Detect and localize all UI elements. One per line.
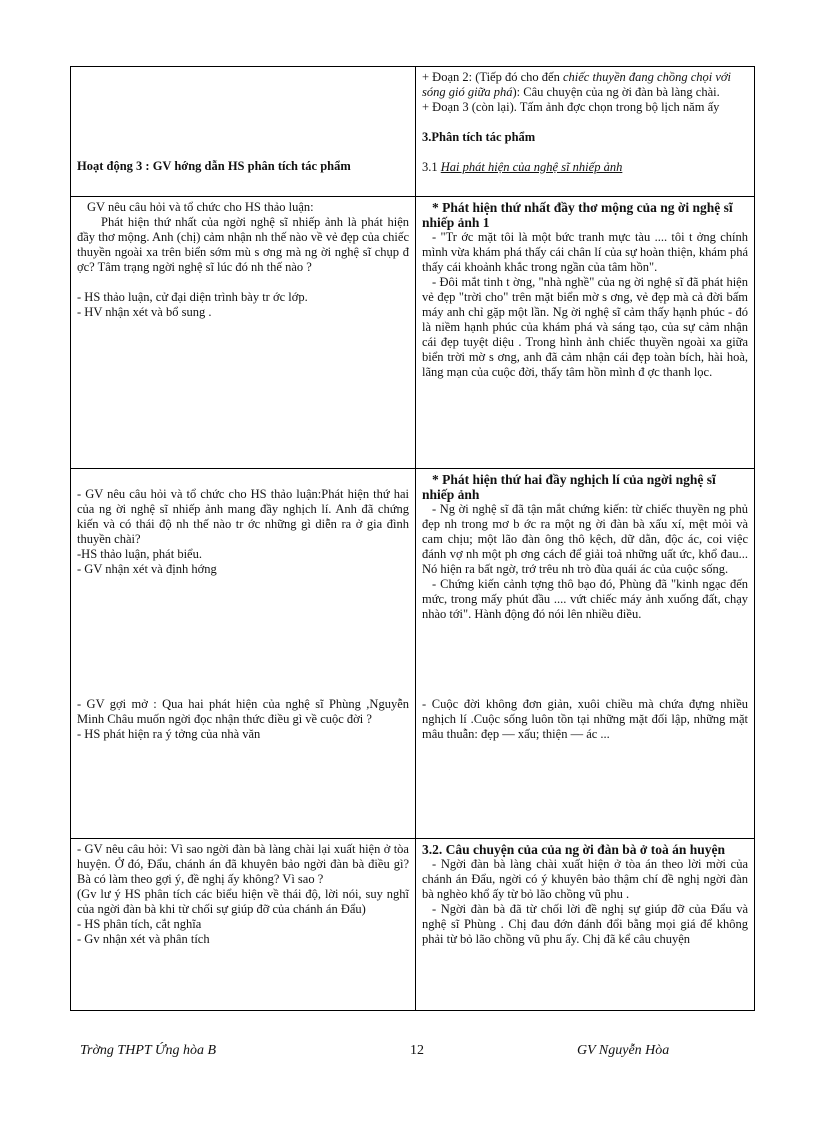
row4-left-p3: - HS phân tích, cắt nghĩa — [77, 917, 202, 931]
row3-left-p3: - GV nhận xét và định hớng — [77, 562, 217, 576]
table-row — [71, 67, 755, 197]
discovery1-heading: * Phát hiện thứ nhất đầy thơ mộng của ng ời nghệ sĩ nhiếp ảnh 1 — [422, 200, 733, 230]
page-footer — [80, 1043, 740, 1063]
row2-left-p2: Phát hiện thứ nhất của ngời nghệ sĩ nhiếp ảnh là phát hiện đầy thơ mộng. Anh (chị) cảm nhận nh thế nào về vẻ đẹp của chiếc thuyền ngoài xa trên biển sớm mù s ơng mà ng ời nghệ sĩ chụp đ ợc? Tâm trạng ngời nghệ sĩ lúc đó nh thế nào ? — [77, 215, 409, 274]
footer-page-number: 12 — [410, 1043, 424, 1058]
section31-heading: 3.1 Hai phát hiện của nghệ sĩ nhiếp ảnh — [422, 160, 623, 174]
row2-left-p1: GV nêu câu hỏi và tổ chức cho HS thảo luận: — [87, 200, 314, 214]
row3-left-p1: - GV nêu câu hỏi và tổ chức cho HS thảo luận:Phát hiện thứ hai của ng ời nghệ sĩ nhiếp ảnh mang đầy nghịch lí. Anh đã chứng kiến và có thái độ nh thế nào tr ớc những gì diễn ra ở gia đình thuyền chài? — [77, 487, 409, 546]
row4-left-p2: (Gv lư ý HS phân tích các biểu hiện về thái độ, lời nói, suy nghĩ của ngời đàn bà khi từ chối sự giúp đỡ của chánh án Đẩu) — [77, 887, 409, 916]
row4-right-p2: - Ngời đàn bà đã từ chối lời đề nghị sự giúp đỡ của Đẩu và nghệ sĩ Phùng . Chị đau đớn đánh đổi bằng mọi giá để không phải từ bỏ lão chồng vũ phu ấy. Chị đã kể câu chuyện — [422, 902, 748, 946]
row2-left-p4: - HV nhận xét và bổ sung . — [77, 305, 212, 319]
row2-right-cell — [416, 197, 755, 469]
row3-left-cell — [71, 469, 416, 839]
row3-right-cell — [416, 469, 755, 839]
doan3-text: + Đoạn 3 (còn lại). Tấm ảnh đợc chọn trong bộ lịch năm ấy — [422, 100, 720, 114]
discovery2-heading: * Phát hiện thứ hai đầy nghịch lí của ngời nghệ sĩ nhiếp ảnh — [422, 472, 716, 502]
row3-right-p1: - Ng ời nghệ sĩ đã tận mắt chứng kiến: từ chiếc thuyền ng phủ đẹp nh trong mơ b ớc ra một ng ời đàn bà xấu xí, mệt mỏi và cam chịu; một lão đàn ông thô kệch, dữ dằn, độc ác, coi việc đánh vợ nh một ph ơng cách để giải toả những uất ức, khổ đau... Nó hiện ra bất ngờ, trớ trêu nh trò đùa quái ác của cuộc sống. — [422, 502, 748, 576]
table-row — [71, 839, 755, 1011]
row3-right-p2: - Chứng kiến cảnh tợng thô bạo đó, Phùng đã "kinh ngạc đến mức, trong mấy phút đầu .... vứt chiếc máy ảnh xuống đất, chạy nhào tới". Hành động đó nói lên nhiều điều. — [422, 577, 748, 621]
document-page — [70, 66, 754, 1011]
row4-right-cell — [416, 839, 755, 1011]
section32-heading: 3.2. Câu chuyện của của ng ời đàn bà ở toà án huyện — [422, 842, 726, 857]
row4-left-cell — [71, 839, 416, 1011]
row3-left-p4: - GV gợi mở : Qua hai phát hiện của nghệ sĩ Phùng ,Nguyễn Minh Châu muốn ngời đọc nhận thức điều gì về cuộc đời ? — [77, 697, 409, 726]
row4-right-p1: - Ngời đàn bà làng chài xuất hiện ở tòa án theo lời mời của chánh án Đẩu, ngời có ý khuyên bảo thậm chí đề nghị ngời đàn bà nghèo khổ ấy từ bỏ lão chồng vũ phu . — [422, 857, 748, 901]
section3-heading: 3.Phân tích tác phẩm — [422, 130, 536, 144]
row4-left-p4: - Gv nhận xét và phân tích — [77, 932, 210, 946]
row3-right-p3: - Cuộc đời không đơn giản, xuôi chiều mà chứa đựng nhiều nghịch lí .Cuộc sống luôn tồn tại những mặt đối lập, những mặt mâu thuẫn: đẹp — xấu; thiện — ác ... — [422, 697, 748, 741]
table-row — [71, 469, 755, 839]
row2-left-p3: - HS thảo luận, cử đại diện trình bày tr ớc lớp. — [77, 290, 308, 304]
row1-right-cell — [416, 67, 755, 197]
row2-right-p2: - Đôi mắt tinh t ờng, "nhà nghề" của ng ời nghệ sĩ đã phát hiện vẻ đẹp "trời cho" trên mặt biển mờ s ơng, vẻ đẹp mà cả đời bấm máy anh chỉ gặp một lần. Ng ời nghệ sĩ cảm thấy hạnh phúc - đó là niềm hạnh phúc của khám phá và sáng tạo, của sự cảm nhận cái đẹp tuyệt diệu . Trong hình ảnh chiếc thuyền ngoài xa giữa biển trời mờ s ơng, anh đã cảm nhận cái đẹp toàn bích, hài hoà, lãng mạn của cuộc đời, thấy tâm hồn mình đ ợc thanh lọc. — [422, 275, 748, 379]
doan2-text: + Đoạn 2: (Tiếp đó cho đến chiếc thuyền đang chồng chọi với sóng gió giữa phá): Câu chuyện của ng ời đàn bà làng chài. — [422, 70, 732, 99]
row2-right-p1: - "Tr ớc mặt tôi là một bức tranh mực tàu .... tôi t ởng chính mình vừa khám phá thấy cái chân lí của sự hoàn thiện, khám phá thấy cái khoảnh khắc trong ngần của tâm hồn". — [422, 230, 748, 274]
lesson-table — [70, 66, 755, 1011]
footer-school: Trờng THPT Ứng hòa B — [80, 1043, 217, 1058]
table-row — [71, 197, 755, 469]
activity3-heading: Hoạt động 3 : GV hớng dẫn HS phân tích tác phẩm — [77, 159, 351, 173]
footer-teacher: GV Nguyễn Hòa — [577, 1043, 670, 1058]
row2-left-cell — [71, 197, 416, 469]
row3-left-p2: -HS thảo luận, phát biểu. — [77, 547, 202, 561]
row3-left-p5: - HS phát hiện ra ý tởng của nhà văn — [77, 727, 261, 741]
row4-left-p1: - GV nêu câu hỏi: Vì sao ngời đàn bà làng chài lại xuất hiện ở tòa huyện. Ở đó, Đẩu, chánh án đã khuyên bảo ngời đàn bà điều gì? Bà có làm theo gợi ý, đề nghị ấy không? Vì sao ? — [77, 842, 409, 886]
row1-left-cell — [71, 67, 416, 197]
